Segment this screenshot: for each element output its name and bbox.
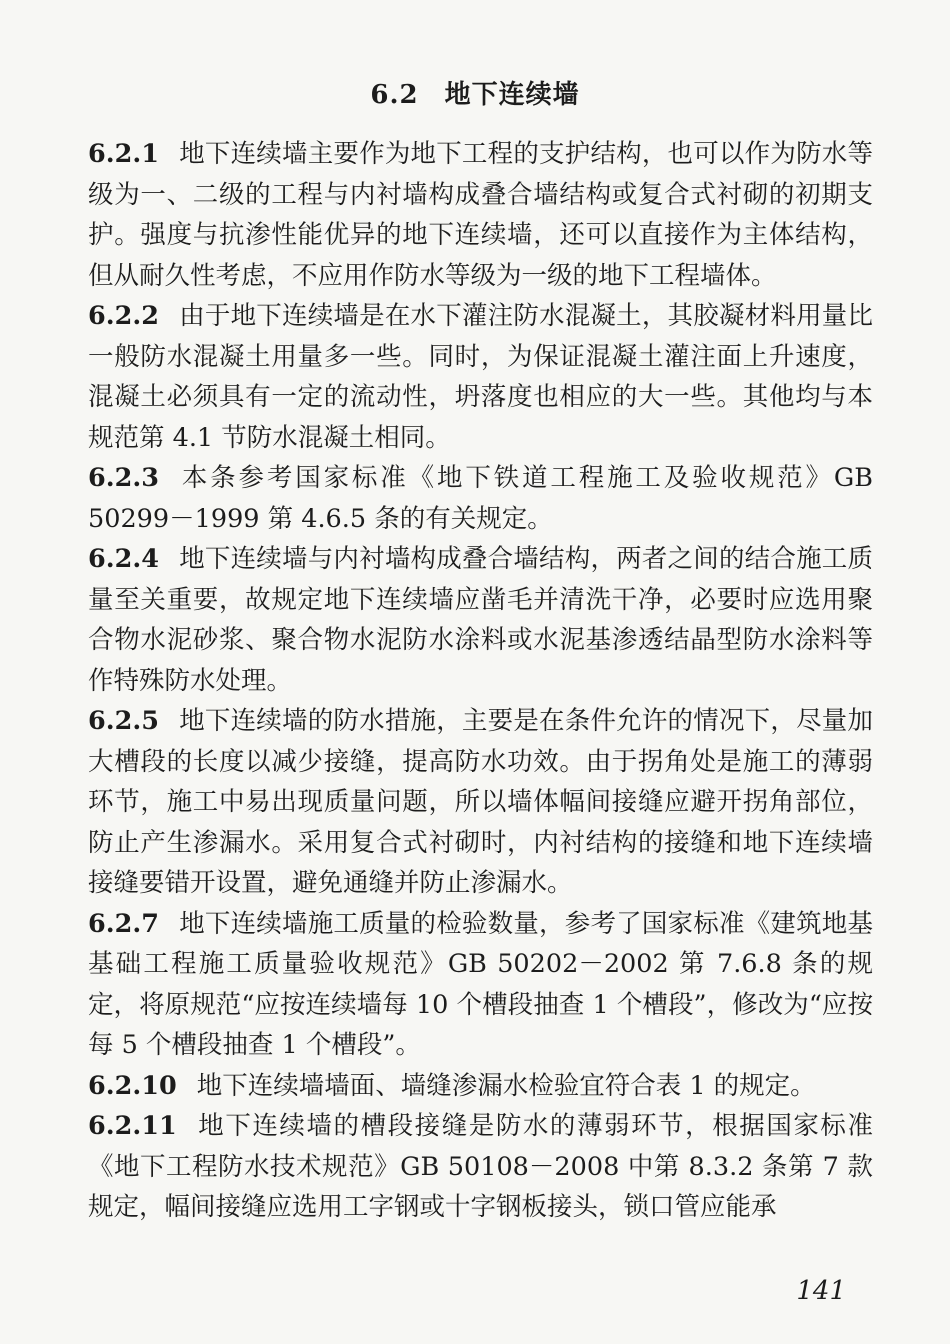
clause-paragraph (88, 134, 873, 296)
clause-number: 6.2.2 (88, 301, 159, 331)
clause-paragraph (88, 1066, 873, 1107)
clause-text: 地下连续墙的防水措施，主要是在条件允许的情况下，尽量加大槽段的长度以减少接缝，提高防水功效。由于拐角处是施工的薄弱环节，施工中易出现质量问题，所以墙体幅间接缝应避开拐角部位，防止产生渗漏水。采用复合式衬砌时，内衬结构的接缝和地下连续墙接缝要错开设置，避免通缝并防止渗漏水。 (88, 706, 873, 898)
clause-text: 本条参考国家标准《地下铁道工程施工及验收规范》GB 50299－1999 第 4.6.5 条的有关规定。 (88, 463, 873, 534)
clause-number: 6.2.7 (88, 908, 159, 939)
clause-paragraph (88, 296, 873, 458)
page-number: 141 (796, 1276, 846, 1306)
clause-paragraph (88, 458, 873, 539)
clause-text: 地下连续墙主要作为地下工程的支护结构，也可以作为防水等级为一、二级的工程与内衬墙构成叠合墙结构或复合式衬砌的初期支护。强度与抗渗性能优异的地下连续墙，还可以直接作为主体结构，但从耐久性考虑，不应用作防水等级为一级的地下工程墙体。 (88, 139, 873, 291)
clause-number: 6.2.5 (88, 706, 159, 736)
clause-text: 由于地下连续墙是在水下灌注防水混凝土，其胶凝材料用量比一般防水混凝土用量多一些。同时，为保证混凝土灌注面上升速度，混凝土必须具有一定的流动性，坍落度也相应的大一些。其他均与本规范第 4.1 节防水混凝土相同。 (88, 301, 873, 453)
clause-paragraph (88, 1106, 873, 1228)
clause-paragraph (88, 539, 873, 701)
clause-paragraph (88, 701, 873, 904)
clause-number: 6.2.1 (88, 139, 159, 169)
clause-number: 6.2.3 (88, 463, 159, 493)
clause-text: 地下连续墙的槽段接缝是防水的薄弱环节，根据国家标准《地下工程防水技术规范》GB 50108－2008 中第 8.3.2 条第 7 款规定，幅间接缝应选用工字钢或十字钢板接头，锁口管应能承 (88, 1111, 873, 1222)
clause-text: 地下连续墙墙面、墙缝渗漏水检验宜符合表 1 的规定。 (196, 1070, 816, 1101)
clause-paragraph (88, 904, 873, 1066)
clause-text: 地下连续墙与内衬墙构成叠合墙结构，两者之间的结合施工质量至关重要，故规定地下连续墙应凿毛并清洗干净，必要时应选用聚合物水泥砂浆、聚合物水泥防水涂料或水泥基渗透结晶型防水涂料等作特殊防水处理。 (88, 544, 873, 696)
clause-number: 6.2.10 (88, 1070, 177, 1101)
section-number: 6.2 (370, 80, 419, 110)
section-heading: 地下连续墙 (444, 80, 580, 110)
body-text (88, 134, 873, 1228)
clause-text: 地下连续墙施工质量的检验数量，参考了国家标准《建筑地基基础工程施工质量验收规范》GB 50202－2002 第 7.6.8 条的规定，将原规范“应按连续墙每 10 个槽段抽查 1 个槽段”，修改为“应按每 5 个槽段抽查 1 个槽段”。 (88, 908, 873, 1060)
section-title (0, 74, 950, 111)
clause-number: 6.2.4 (88, 544, 159, 574)
clause-number: 6.2.11 (88, 1111, 177, 1141)
